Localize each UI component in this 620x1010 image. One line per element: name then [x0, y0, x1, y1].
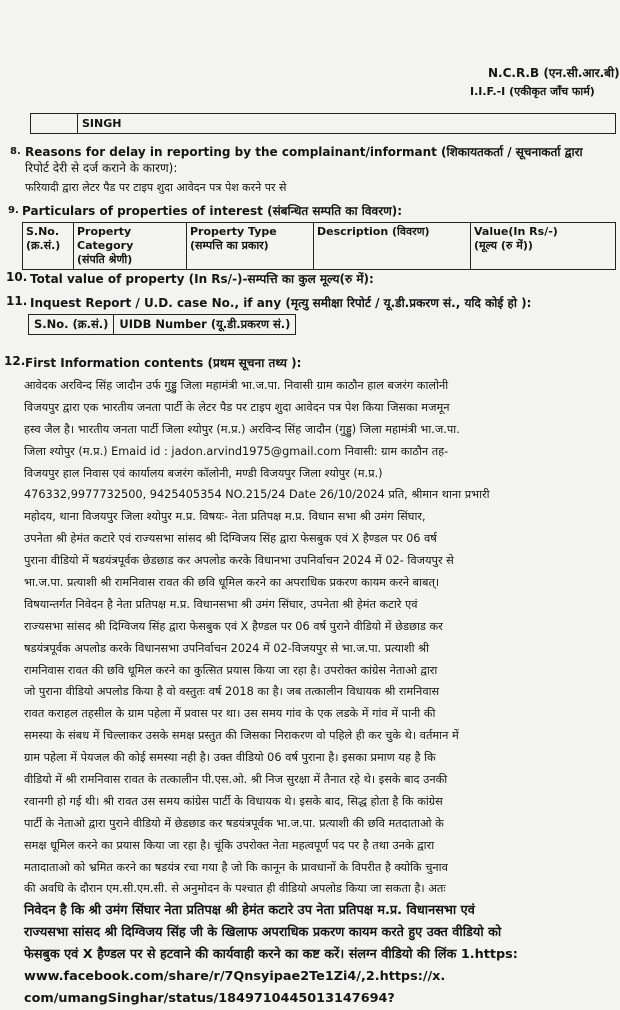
table-cell-name: SINGH [78, 114, 616, 134]
text-line: रामनिवास रावत की छवि धूमिल करने का कुत्सित प्रयास किया जा रहा है। उपरोक्त कांग्रेस नेताओ द्वारा [24, 663, 438, 677]
text-line: आवेदक अरविन्द सिंह जादौन उर्फ गुड्डु जिला महामंत्री भा.ज.पा. निवासी ग्राम काठौन हाल बजरंग कालोनी [24, 379, 449, 392]
text-line: विजयपुर हाल निवास एवं कार्यालय बजरंग कॉलोनी, मण्डी विजयपुर जिला श्योपुर (म.प्र.) [24, 466, 383, 480]
text-line: षडयंत्रपूर्वक अपलोड करके विधानसभा उपनिर्वाचन 2024 में 02-विजयपुर से भा.ज.पा. प्रत्याशी श्री [24, 641, 430, 655]
first-information-contents [24, 375, 616, 1010]
text-line: 476332,9977732500, 9425405354 NO.215/24 Date 26/10/2024 प्रति, श्रीमान थाना प्रभारी [24, 488, 490, 502]
text-line: भा.ज.पा. प्रत्याशी श्री रामनिवास रावत की छवि धूमिल करने का अपराधिक प्रकरण कायम करने बाबत्। [24, 576, 440, 590]
inquest-table [28, 314, 296, 335]
section12-number: 12. [4, 354, 26, 368]
text-line: समक्ष धूमिल करने का प्रयास किया जा रहा है। चूंकि उपरोक्त नेता महत्वपूर्ण पद पर है तथा उनके द्वारा [24, 838, 435, 852]
col-inquest-sno: S.No. (क्र.सं.) [29, 315, 114, 335]
text-line: हस्व जैल है। भारतीय जनता पार्टी जिला श्योपुर (म.प्र.) अरविन्द सिंह जादौन (गुड्डु) जिला महामंत्री भा.ज.पा. [24, 422, 460, 436]
text-line: रावत कराहल तहसील के ग्राम पहेला में प्रवास पर था। उस समय गांव के एक लडके में गांव में पानी की [24, 707, 436, 721]
section8-answer: फरियादी द्वारा लेटर पैड पर टाइप शुदा आवेदन पत्र पेश करने पर से [25, 181, 287, 194]
text-line: जो पुराना वीडियो अपलोड किया है वो वस्तुतः वर्ष 2018 का है। जब तत्कालीन विधायक श्री रामनिवास [24, 685, 440, 699]
text-line: विषयान्तर्गत निवेदन है नेता प्रतिपक्ष म.प्र. विधानसभा श्री उमंग सिंघार, उपनेता श्री हेमंत कटारे एवं [24, 597, 418, 611]
text-line: मतादाताओ को भ्रमित करने का षडयंत्र रचा गया है जो कि कानून के प्रावधानों के विपरीत है क्योकि चुनाव [24, 860, 448, 874]
text-line: फेसबुक एवं X हैण्डल पर से हटवाने की कार्यवाही करने का कष्ट करें। संलग्न वीडियो की लिंक 1.https: [24, 947, 518, 963]
section9-title: Particulars of properties of interest (संबन्धित सम्पति का विवरण): [22, 204, 403, 218]
text-line: राज्यसभा सांसद श्री दिग्विजय सिंह जी के खिलाफ अपराधिक प्रकरण कायम करते हुए उक्त वीडियो को [24, 925, 502, 941]
col-sno: S.No. (क्र.सं.) [23, 223, 74, 270]
previous-section-table [30, 113, 616, 134]
col-property-category: Property Category (संपति श्रेणी) [74, 223, 187, 270]
text-line: समस्या के संबध में चिल्लाकर उसके समक्ष प्रस्तुत की जिसका निराकरण वो पहिले ही कर चुके थे। वर्तमान में [24, 729, 459, 743]
section8-title: Reasons for delay in reporting by the complainant/informant (शिकायतकर्ता / सूचनाकर्ता द्वारा [25, 145, 583, 159]
text-line: पुराना वीडियो में षडयंत्रपूर्वक छेडछाड कर अपलोड करके विधानभा उपनिर्वाचन 2024 में 02- विजयपुर से [24, 554, 454, 568]
text-line: निवेदन है कि श्री उमंग सिंघार नेता प्रतिपक्ष श्री हेमंत कटारे उप नेता प्रतिपक्ष म.प्र. विधानसभा एवं [24, 903, 475, 919]
col-description: Description (विवरण) [314, 223, 471, 270]
table-cell [31, 114, 78, 134]
text-line: राज्यसभा सांसद श्री दिग्विजय सिंह द्वारा फेसबुक एवं X हैण्डल पर 06 वर्ष पुराने वीडियो में छेडछाड कर [24, 619, 443, 633]
text-line: वीडियो में श्री रामनिवास रावत के तत्कालीन पी.एस.ओ. श्री निज सुरक्षा में तैनात रहे थे। इसके बाद उनकी [24, 773, 448, 787]
header-iif: I.I.F.-I (एकीकृत जाँच फार्म) [470, 85, 595, 98]
text-line: की अवधि के दौरान एम.सी.एम.सी. से अनुमोदन के पश्चात ही वीडियो अपलोड किया जा सकता है। अतः [24, 882, 446, 896]
col-value: Value(In Rs/-) (मूल्य (रु में)) [471, 223, 616, 270]
properties-table [22, 222, 616, 270]
section8-number: 8. [10, 146, 21, 157]
text-line: उपनेता श्री हेमंत कटारे एवं राज्यसभा सांसद श्री दिग्विजय सिंह द्वारा फेसबुक एवं X हैण्डल पर 06 वर्ष [24, 532, 437, 546]
text-line: ग्राम पहेला में पेयजल की कोई समस्या नही है। उक्त वीडियो 06 वर्ष पुराना है। इसका प्रमाण यह है कि [24, 751, 436, 765]
col-uidb-number: UIDB Number (यू.डी.प्रकरण सं.) [114, 315, 296, 335]
section9-number: 9. [8, 205, 19, 216]
section10-number: 10. [6, 270, 28, 284]
text-line: जिला श्योपुर (म.प्र.) Emaid id : jadon.arvind1975@gmail.com निवासी: ग्राम काठौन तह- [24, 444, 449, 458]
text-line: रवानगी हो गई थी। श्री रावत उस समय कांग्रेस पार्टी के विधायक थे। इसके बाद, सिद्ध होता है कि कांग्रेस [24, 794, 443, 808]
text-line: पार्टी के नेताओ द्वारा पुराने वीडियो में छेडछाड कर षडयंत्रपूर्वक भा.ज.पा. प्रत्याशी की छवि मतदाताओ के [24, 816, 444, 830]
text-line: www.facebook.com/share/r/7Qnsyipae2Te1Zi4/,2.https://x. [24, 969, 446, 985]
text-line: महोदय, थाना विजयपुर जिला श्योपुर म.प्र. विषयः- नेता प्रतिपक्ष म.प्र. विधान सभा श्री उमंग सिंघार, [24, 510, 426, 524]
section10-title: Total value of property (In Rs/-)-सम्पत्ति का कुल मूल्य(रु में): [30, 272, 374, 286]
text-line: com/umangSinghar/status/1849710445013147694? [24, 990, 395, 1006]
section12-title: First Information contents (प्रथम सूचना तथ्य ): [25, 356, 302, 370]
section11-title: Inquest Report / U.D. case No., if any (मृत्यु समीक्षा रिपोर्ट / यू.डी.प्रकरण सं., यदि कोई हो ): [30, 296, 532, 310]
text-line: विजयपुर द्वारा एक भारतीय जनता पार्टी के लेटर पैड पर टाइप शुदा आवेदन पत्र पेश किया जिसका मजमून [24, 400, 450, 414]
section11-number: 11. [6, 294, 28, 308]
section8-title-cont: रिपोर्ट देरी से दर्ज कराने के कारण): [25, 161, 178, 175]
header-ncrb: N.C.R.B (एन.सी.आर.बी) [488, 66, 620, 80]
properties-header-row [23, 223, 616, 270]
col-property-type: Property Type (सम्पत्ति का प्रकार) [187, 223, 314, 270]
